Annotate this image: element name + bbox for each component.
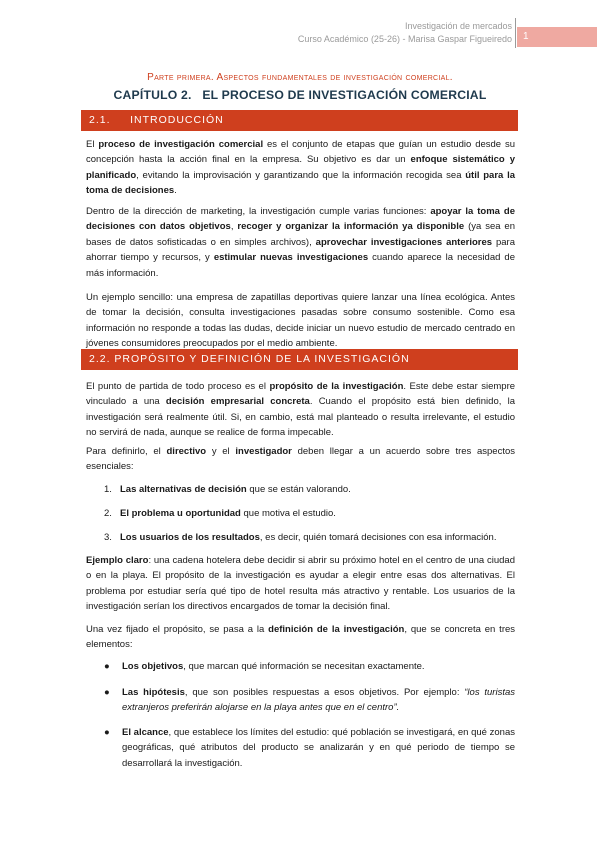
chapter-title: CAPÍTULO 2. EL PROCESO DE INVESTIGACIÓN COMERCIAL <box>113 88 487 102</box>
emphasis-text: recoger y organizar la información ya disponible <box>237 221 465 233</box>
paragraph-intro-example: Un ejemplo sencillo: una empresa de zapatillas deportivas quiere lanzar una línea ecológica. Antes de tomar la decisión, consulta investigaciones pasadas sobre consumo sostenible. Como esa información no responde a todas las dudas, decide iniciar un nuevo estudio de mercado centrado en jóvenes consumidores preocupados por el medio ambiente. <box>86 292 515 350</box>
paragraph-purpose <box>86 379 515 441</box>
list-item-text: que motiva el estudio. <box>240 508 336 519</box>
emphasis-text: enfoque sistemático y planificado <box>86 154 515 181</box>
bullet-icon: ● <box>104 687 110 698</box>
paragraph-define <box>86 444 515 475</box>
body-text: (ya sea en bases de datos sofisticadas o en simples archivos), <box>86 221 516 248</box>
paragraph-intro-functions <box>86 204 515 281</box>
list-item <box>104 659 515 674</box>
list-item-term: Los usuarios de los resultados <box>120 532 260 543</box>
body-text: cuando aparece la necesidad de más información. <box>86 252 515 279</box>
body-text: y el <box>206 446 236 457</box>
list-item-text: , es decir, quién tomará decisiones con esa información. <box>259 532 497 543</box>
list-item-text: , que son posibles respuestas a esos objetivos. Por ejemplo: <box>184 687 465 698</box>
list-item <box>104 530 514 545</box>
body-text: , que se concreta en tres elementos: <box>86 624 516 651</box>
list-item-term: Los objetivos <box>122 661 184 672</box>
list-item <box>104 506 514 521</box>
emphasis-text: apoyar la toma de decisiones con datos objetivos <box>86 206 515 233</box>
body-text: : una cadena hotelera debe decidir si abrir su próximo hotel en el centro de una ciudad o en la playa. El propósito de la investigación es ayudar a elegir entre esas dos alternativas. El problema por estudiar sería qué tipo de hotel resulta más atractivo y rentable. Los usuarios de la investigación serían los directivos encargados de tomar la decisión final. <box>86 555 515 613</box>
paragraph-intro-definition <box>86 137 515 199</box>
body-text: Una vez fijado el propósito, se pasa a la <box>86 624 269 635</box>
body-text: es el conjunto de etapas que guían un estudio desde su concepción hasta la acción final en la empresa. Su objetivo es dar un <box>86 139 515 166</box>
list-item-text: que se están valorando. <box>246 484 351 495</box>
header-course-author: Curso Académico (25-26) - Marisa Gaspar Figueiredo <box>297 34 512 44</box>
running-header <box>298 20 512 46</box>
emphasis-text: definición de la investigación <box>268 624 405 635</box>
emphasis-text: útil para la toma de decisiones <box>86 169 515 197</box>
body-text: , <box>230 221 238 233</box>
list-item <box>104 482 514 497</box>
list-number: 2. <box>104 508 112 519</box>
paragraph-definition-elements <box>86 622 515 653</box>
list-item-quote: “los turistas extranjeros preferirán alojarse en la playa antes que en el centro”. <box>122 687 515 714</box>
header-course-title: Investigación de mercados <box>404 21 512 31</box>
list-item <box>104 725 515 771</box>
header-divider <box>515 18 516 48</box>
list-item-term: Las hipótesis <box>122 687 185 698</box>
section-heading-proposito: 2.2. PROPÓSITO Y DEFINICIÓN DE LA INVESTIGACIÓN <box>81 349 518 370</box>
list-item-text: , que marcan qué información se necesitan exactamente. <box>183 661 425 672</box>
body-text: . Cuando el propósito está bien definido, la investigación será realmente útil. Si, en cambio, está mal planteado o resulta irrelevante, el estudio no servirá de nada, aunque se realice de forma impecable. <box>86 396 515 439</box>
body-text: Dentro de la dirección de marketing, la investigación cumple varias funciones: <box>86 206 431 217</box>
list-item-text: , que establece los límites del estudio: qué población se investigará, en qué zonas geográficas, qué atributos del producto se analizarán y en qué periodo de tiempo se desarrollará la investigación. <box>122 727 515 769</box>
emphasis-text: decisión empresarial concreta <box>165 396 310 408</box>
emphasis-text: proceso de investigación comercial <box>98 139 264 150</box>
bullet-icon: ● <box>104 661 110 672</box>
list-item-term: Las alternativas de decisión <box>120 484 247 495</box>
body-text: , evitando la improvisación y garantizando que la información recogida sea <box>136 169 466 181</box>
body-text: El <box>86 139 99 150</box>
body-text: deben llegar a un acuerdo sobre tres aspectos esenciales: <box>86 446 516 473</box>
emphasis-text: aprovechar investigaciones anteriores <box>315 236 493 248</box>
emphasis-text: investigador <box>235 446 292 457</box>
paragraph-hotel-example <box>86 553 515 615</box>
body-text: para ahorrar tiempo y recursos, y <box>86 236 516 264</box>
emphasis-text: propósito de la investigación <box>269 381 404 392</box>
body-text: . <box>174 185 177 197</box>
list-item <box>104 685 515 716</box>
list-number: 1. <box>104 484 112 495</box>
page-number: 1 <box>517 27 597 47</box>
emphasis-text: Ejemplo claro <box>86 555 149 566</box>
list-item-term: El problema u oportunidad <box>120 508 241 519</box>
bullet-icon: ● <box>104 727 110 738</box>
list-item-term: El alcance <box>122 727 169 738</box>
section-heading-introduccion: 2.1. INTRODUCCIÓN <box>81 110 518 131</box>
body-text: . Este debe estar siempre vinculado a una <box>86 381 516 408</box>
emphasis-text: estimular nuevas investigaciones <box>213 252 369 264</box>
list-number: 3. <box>104 532 112 543</box>
part-title: Parte primera. Aspectos fundamentales de investigación comercial. <box>147 72 453 83</box>
body-text: El punto de partida de todo proceso es el <box>86 381 270 392</box>
body-text: Para definirlo, el <box>86 446 167 457</box>
emphasis-text: directivo <box>166 446 207 457</box>
